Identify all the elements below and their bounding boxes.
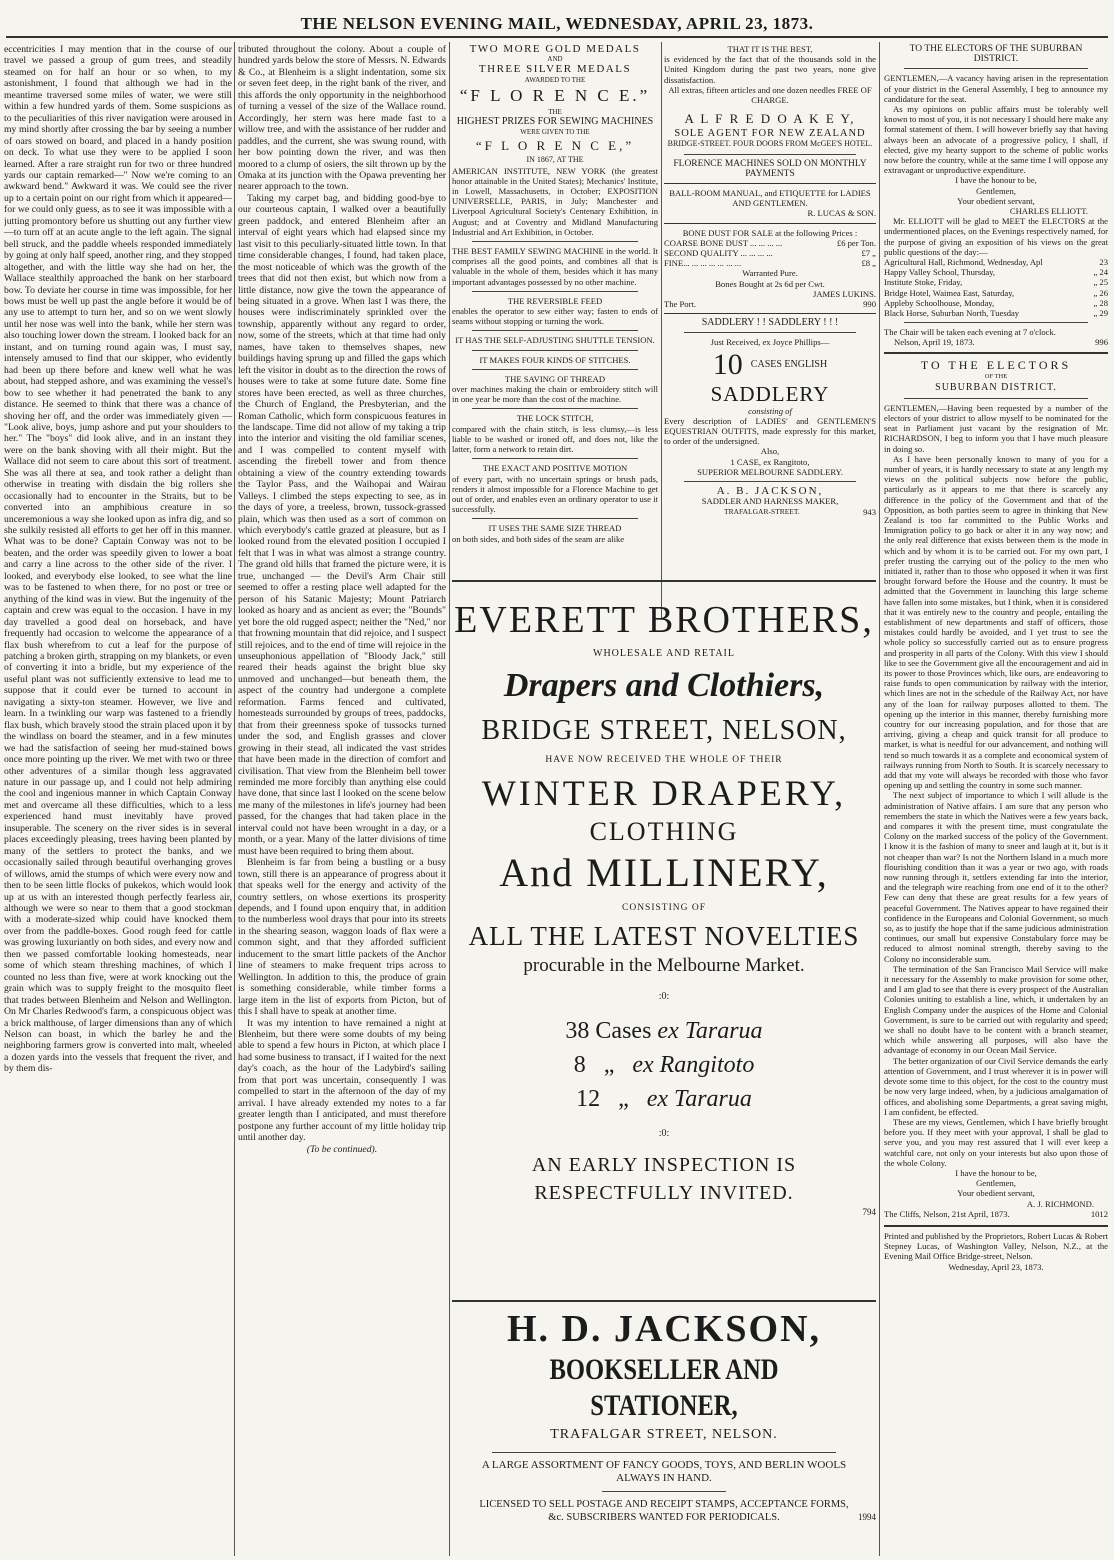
price-row	[664, 248, 876, 258]
ad-line: SADDLER AND HARNESS MAKER,	[701, 496, 839, 507]
ad-line: FLORENCE MACHINES SOLD ON MONTHLY PAYMENTS	[673, 158, 867, 179]
meeting-place: Appleby Schoolhouse, Monday,	[884, 297, 995, 308]
article-paragraph: It was my intention to have remained a night at Blenheim, but there were some doubts of my being able to spend a few hours in Picton, at which place I had some business to transact, if I waited for the next day's coach, as the hour of the Ladybird's sailing from that port was uncertain, consequently I was compelled to start in the afternoon of the day of my arrival. I have already extended my notes to a far greater length than I anticipated, and must therefore postpone any further account of my little holiday trip until another day.	[238, 1017, 446, 1144]
notice-paragraph: These are my views, Gentlemen, which I have briefly brought before you. If they meet with your approval, I shall be glad to serve you, and you may rest assured that I will ever keep a watchful care, not only on your interests but also upon those of the whole Colony.	[884, 1116, 1108, 1168]
case-label: „	[603, 1052, 615, 1078]
case-number: 8	[573, 1052, 586, 1078]
ad-body: of every part, with no uncertain springs or brush pads, renders it almost impossible for a Florence Machine to get out of order, and enables even an ordinary operator to use it successfully.	[452, 473, 658, 515]
closing-line: Your obedient servant,	[957, 195, 1035, 206]
notice-paragraph: The next subject of importance to which I will allude is the administration of Native affairs. I am sure that any person who remembers the state in which the Natives were a few years back, and compares it with the present time, must congratulate the Colony on the marked success of the policy of the Government. I know it is the fashion of many to sneer and laugh at it, but is it not cheaper than war? Is not the Northern Island in a much more flourishing condition than it was a year or two ago, with roads now running through it, settlers extending far into the interior, and the telegraph wire reaching from one end of it to the other? Few can deny that these are great results for a few years of peaceful Government. The Natives appear to have regained their confidence in the Europeans and Colonial Government, so much so, as to justify the hope that if the same judicious administration continues, our small but expensive Constabulary force may be reduced to almost nominal strength, thereby saving to the Colony no inconsiderable sum.	[884, 790, 1108, 964]
closing-line: I have the honour to be,	[955, 175, 1037, 186]
notice-date: Nelson, April 19, 1873.	[894, 337, 975, 348]
ad-body: AMERICAN INSTITUTE, NEW YORK (the greatest honor attainable in the United States); Mechanics' Institute, in Lowell, Massachusetts, in October; EXPOSITION UNIVERSELLE, PARIS, in July; Manchester and Liverpool Agricultural Society's Centenary Exhibition, in August; and at Coventry and Midland Manufacturing Industrial and Art Exhibition, in October.	[452, 165, 658, 237]
ad-body: is evidenced by the fact that of the thousands sold in the United Kingdom during the past two years, none give dissatisfaction.	[664, 54, 876, 85]
article-column-1	[4, 44, 232, 1554]
divider	[472, 241, 638, 242]
case-count: 10	[712, 347, 743, 381]
to-be-continued: (To be continued).	[306, 1143, 378, 1155]
ad-line: Also,	[760, 446, 780, 457]
cases-block	[664, 348, 876, 382]
meeting-date: „ 29	[1093, 308, 1108, 319]
ad-body: enables the operator to sew either way; fasten to ends of seams without stopping or turning the work.	[452, 306, 658, 327]
case-number: 38	[565, 1018, 590, 1044]
ad-signature: JAMES LUKINS.	[812, 288, 876, 299]
notice-paragraph: GENTLEMEN,—A vacancy having arisen in the representation of your district in the General Assembly, I beg to announce my candidature for the seat.	[884, 73, 1108, 104]
column-rule	[879, 42, 880, 1556]
jackson-street: TRAFALGAR STREET, NELSON.	[550, 1427, 778, 1442]
meeting-date: „ 25	[1093, 277, 1108, 288]
ad-line: AWARDED TO THE	[524, 75, 586, 84]
ad-body: Every description of LADIES' and GENTLEMEN'S EQUESTRIAN OUTFITS, made expressly for this market, to order of the undersigned.	[664, 415, 876, 447]
ad-headline: “F L O R E N C E.”	[459, 85, 651, 105]
ad-line: Bones Bought at 2s 6d per Cwt.	[715, 278, 825, 289]
ad-headline: SADDLERY ! ! SADDLERY ! ! !	[701, 317, 839, 329]
divider	[884, 1225, 1108, 1227]
ad-number: 1012	[1090, 1208, 1108, 1219]
meeting-row	[884, 257, 1108, 267]
clothing-title: CLOTHING	[589, 817, 739, 846]
divider	[472, 458, 638, 459]
ad-number: 996	[1095, 337, 1108, 348]
price-label: COARSE BONE DUST ... ... ... ...	[664, 237, 783, 248]
closing-line: Your obedient servant,	[957, 1188, 1035, 1199]
signature: A. J. RICHMOND.	[1026, 1198, 1094, 1209]
notice-footer	[884, 1209, 1108, 1219]
ad-footer	[664, 299, 876, 309]
ad-subhead: THAT IT IS THE BEST,	[727, 44, 813, 54]
case-ship: ex Tararua	[646, 1086, 752, 1112]
meeting-row	[884, 298, 1108, 308]
imprint-date: Wednesday, April 23, 1873.	[948, 1261, 1044, 1272]
meeting-row	[884, 277, 1108, 287]
meeting-row	[884, 288, 1108, 298]
notice-heading: TO THE ELECTORS OF THE SUBURBAN	[909, 44, 1083, 54]
ad-subhead: THE LOCK STITCH,	[516, 413, 594, 424]
meeting-place: Agricultural Hall, Richmond, Wednesday, Apl	[884, 257, 1043, 268]
divider	[884, 352, 1108, 354]
ad-number: 990	[863, 299, 876, 310]
notice-paragraph: As my opinions on public affairs must be tolerably well known to most of you, it is not necessary I should here make any formal statement of them. I will however briefly say that having always been an advocate of a progressive policy, I shall, if elected, give my hearty support to the scheme of public works now before the country, while at the same time I will oppose any extravagant or unproductive expenditure.	[884, 104, 1108, 176]
ad-line: Just Received, ex Joyce Phillips—	[710, 337, 830, 348]
ad-number: 794	[862, 1207, 876, 1217]
ad-place: The Port.	[664, 299, 696, 310]
ad-place: TRAFALGAR-STREET.	[724, 506, 800, 516]
meeting-place: Institute Stoke, Friday,	[884, 277, 963, 288]
divider	[472, 369, 638, 370]
price-row	[664, 238, 876, 248]
price-value: £6 per Ton.	[836, 237, 876, 248]
ad-line: THREE SILVER MEDALS	[478, 63, 632, 76]
article-column-2	[238, 44, 446, 1554]
article-paragraph: tributed throughout the colony. About a couple of hundred yards below the store of Messrs. N. Edwards & Co., at Blenheim is a slight indentation, some six or seven feet deep, in the right bank of the river, and this affords the only opportunity in the neighborhood of turning a vessel of the size of the Wallace round. Accordingly, her stern was here made fast to a willow tree, and with the assistance of her rudder and paddles, and the current, she was swung round, with her bow pointing down the river, and was then moored to a clump of osiers, the silt thrown up by the Omaka at its junction with the Opawa preventing her nearer approach to the town.	[238, 44, 446, 193]
ad-line: HAVE NOW RECEIVED THE WHOLE OF THEIR	[545, 755, 783, 765]
divider	[472, 518, 638, 519]
meeting-place: Black Horse, Suburban North, Tuesday	[884, 308, 1020, 319]
column-rule	[234, 42, 235, 1556]
ad-subhead: IT USES THE SAME SIZE THREAD	[488, 523, 622, 534]
ad-subhead: THE SAVING OF THREAD	[504, 373, 606, 384]
price-value: £7 „	[861, 248, 876, 259]
oakey-advert-column	[664, 44, 876, 618]
closing-line: I have the honour to be,	[955, 1167, 1037, 1178]
case-label: „	[618, 1086, 629, 1112]
ad-line: WERE GIVEN TO THE	[520, 128, 590, 137]
meeting-place: Happy Valley School, Thursday,	[884, 267, 996, 278]
divider	[472, 330, 638, 331]
imprint: Printed and published by the Proprietors, Robert Lucas & Robert Stepney Lucas, of Washington Valley, Nelson, N.Z., at the Evening Mail Office Bridge-street, Nelson.	[884, 1230, 1108, 1262]
bridge-street: BRIDGE STREET, NELSON,	[481, 715, 847, 746]
meeting-date: „ 28	[1093, 297, 1108, 308]
divider	[904, 68, 1088, 69]
divider	[684, 154, 856, 155]
divider	[472, 350, 638, 351]
meeting-place: Bridge Hotel, Waimea East, Saturday,	[884, 287, 1015, 298]
saddlery-title: SADDLERY	[710, 381, 830, 406]
novelties-title: ALL THE LATEST NOVELTIES	[468, 921, 860, 951]
ad-rule	[452, 1300, 876, 1302]
divider	[492, 1452, 836, 1453]
closing-line: Gentlemen,	[976, 1178, 1016, 1189]
ad-line: 1 CASE, ex Rangitoto,	[730, 456, 810, 467]
ad-body: All extras, fifteen articles and one dozen needles FREE OF CHARGE.	[668, 84, 872, 106]
masthead-rule	[6, 36, 1108, 38]
divider	[472, 408, 638, 409]
divider	[664, 313, 876, 314]
ad-body: LICENSED TO SELL POSTAGE AND RECEIPT STAMPS, ACCEPTANCE FORMS, &c. SUBSCRIBERS WANTED FOR PERIODICALS.	[479, 1499, 849, 1523]
case-number: 12	[576, 1086, 601, 1112]
drapers-title: Drapers and Clothiers,	[503, 667, 825, 704]
jackson-trade: BOOKSELLER AND STATIONER,	[549, 1353, 779, 1422]
ad-body: BONE DUST FOR SALE at the following Prices :	[682, 227, 858, 238]
divider	[664, 183, 876, 184]
ad-line: Warranted Pure.	[742, 268, 798, 279]
ad-footer	[664, 507, 876, 517]
article-paragraph: Taking my carpet bag, and bidding good-bye to our courteous captain, I walked over a beautifully green paddock, and entered Blenheim after an interval of eight years which had elapsed since my last visit to this peculiarly-situated little town. In that time considerable changes, I found, had taken place, the most noticeable of which was the growth of the trees that did not then exist, but which now from a little distance, now give the town the appearance of being situated in a grove. When last I was there, the houses were indiscriminately sprinkled over the township, apparently without any regard to order, now, some of the streets, which at that time had only names, have taken to themselves shapes, new buildings having sprung up and filled the gaps which left the visitor in doubt as to the direction the rows of houses were to take at some future date. Some fine stores have been erected, as well as three churches, the Church of England, the Presbyterian, and the Roman Catholic, which form conspicuous features in the landscape. Time did not allow of my taking a trip into the interior and visiting the old familiar scenes, and I was compelled to content myself with ascending the firebell tower and from thence obtaining a view of the country extending towards the Taylor Pass, and the Waihopai and Wairau Valleys. I climbed the steps expecting to see, as in the days of yore, a treeless, brown, tussock-grassed plain, which was then used as a sort of common on which everybody's cattle grazed at pleasure, but as I looked round from the elevated position I occupied I felt that I was in what was almost a strange country. The grand old hills that framed the picture were, it is true, unchanged — the Devil's Arm Chair still seemed to offer a resting place well adapted for the person of his Satanic Majesty; Mount Patriarch looked as hoary and as ancient as ever; the "Bounds" yet bore the old rugged aspect; neither the "Ned," nor that frowning mountain that did rejoice, and I suspect still rejoices, and to the end of time will rejoice in the unseuphonious appellation of "Bloody Jack," still reared their heads against the bright blue sky unmoved and unchanged—but beneath them, the aspect of the country had undergone a complete reformation. Farms fenced and cultivated, homesteads surrounded by groups of trees, paddocks, that from their greenness spoke of tussocks turned under the sod, and English grasses and clover growing in their stead, all indicated the vast strides that have been made in the direction of comfort and civilisation. That view from the Blenheim bell tower reminded me more forcibly than anything else could have done, that since last I looked on the scene below me many of the milestones in life's journey had been passed, for the changes that had taken place in the interval could not have been wrought in a day, or a month, or a year. Many of the latter divisions of time must have been required to bring them about.	[238, 192, 446, 857]
ad-line: TWO MORE GOLD MEDALS	[469, 44, 641, 55]
ad-line: HIGHEST PRIZES FOR SEWING MACHINES	[456, 116, 654, 128]
meeting-row	[884, 308, 1108, 318]
notice-paragraph: The better organization of our Civil Service demands the early attention of Government, and I trust wherever it is in power will devote some time to this object, for the cost to the country must be now very large indeed, when, by a judicious amalgamation of offices, and abolishing some Departments, a great saving might, I am confident, be effected.	[884, 1055, 1108, 1117]
everett-advert	[452, 580, 876, 1217]
inspection-line: AN EARLY INSPECTION IS RESPECTFULLY INVITED.	[531, 1154, 797, 1204]
oakey-name: A L F R E D O A K E Y,	[684, 111, 856, 127]
ad-signature: R. LUCAS & SON.	[807, 208, 876, 219]
florence-advert	[452, 44, 658, 616]
price-value: £8 „	[861, 258, 876, 269]
cases-row	[452, 1082, 876, 1116]
election-column	[884, 44, 1108, 1554]
ad-line: THE	[548, 107, 562, 116]
ad-subhead: IT HAS THE SELF-ADJUSTING SHUTTLE TENSION.	[455, 335, 655, 346]
divider	[684, 481, 856, 482]
ad-subhead: THE EXACT AND POSITIVE MOTION	[482, 463, 628, 474]
ad-number: 1994	[858, 1512, 876, 1522]
notice-paragraph: Mr. ELLIOTT will be glad to MEET the ELECTORS at the undermentioned places, on the Evenings respectively named, for the purpose of giving an exposition of his views on the great public questions of the day:—	[884, 216, 1108, 257]
notice-footer	[884, 337, 1108, 347]
ad-line: BRIDGE-STREET. FOUR DOORS FROM McGEE'S HOTEL.	[667, 139, 873, 149]
cases-row	[452, 1014, 876, 1048]
ad-signature: A. B. JACKSON,	[716, 485, 824, 498]
notice-heading: OF THE	[984, 372, 1008, 380]
hd-jackson-advert	[452, 1300, 876, 1522]
signature: CHARLES ELLIOTT.	[1009, 206, 1088, 217]
divider	[684, 332, 856, 333]
winter-drapery: WINTER DRAPERY,	[481, 773, 847, 813]
ad-subhead: THE REVERSIBLE FEED	[507, 295, 603, 306]
ornament-divider: :0:	[658, 991, 670, 1002]
masthead: THE NELSON EVENING MAIL, WEDNESDAY, APRIL 23, 1873.	[300, 14, 814, 33]
notice-heading: TO THE ELECTORS	[920, 357, 1072, 372]
ad-line: AND	[547, 55, 563, 64]
melbourne-line: procurable in the Melbourne Market.	[523, 955, 805, 976]
divider	[664, 223, 876, 224]
meeting-date: „ 26	[1093, 287, 1108, 298]
ad-body: THE BEST FAMILY SEWING MACHINE in the world. It comprises all the good points, and combines all that is valuable in the whole of them, besides which it has many important advantages possessed by no other machine.	[452, 246, 658, 287]
ad-rule	[452, 580, 876, 582]
ad-headline: “F L O R E N C E,”	[475, 138, 635, 154]
notice-line: The Chair will be taken each evening at 7 o'clock.	[884, 327, 1056, 338]
ornament-divider: :0:	[658, 1128, 670, 1139]
column-rule	[661, 42, 662, 618]
article-paragraph: eccentricities I may mention that in the course of our travel we passed a group of gum trees, and steadily steamed on for half an hour or so when, to my astonishment, I found that although we had in the meantime traversed some miles of water, we were still within a few hundred yards of them. Some suspicions as to the peculiarities of this river navigation were aroused in my mind shortly after crossing the bar by seeing a number of oars stowed on board, and placed in a handy position on deck. To what use they were to be applied I soon learned. After a rare straight run for two or three hundred yards our captain remarked—" Now we're coming to an awkward bend." Awkward it was. We could see the river up to a certain point on our right from which it appeared—for we could only guess, as to see it was impossible with a jutting promontory before us shutting out any further view—to turn off at an acute angle to the left again. The signal bell struck, and the paddle wheels responded immediately by going at only half speed, another ring, and they stopped altogether, and with the little way she had on her, the Wallace stealthily approached the bank on her starboard bow. To deviate her course in time was impossible, for her bows must be well up past the angle before it would be of any use to attempt to turn her, and so on we went slowly until her nose was well into the bank, while her stern was also touching lower down the stream. I looked back for an instant, and on turning round again was, I must say, intensely amused to find that our skipper, who evidently had been up there before and knew well what he was about, had stepped ashore, and was examining the vessel's bow to see whether it had penetrated the bank to any distance. He seemed to think that there was a chance of shoving her off, and the order was immediately given — "Look alive, boys, jump ashore and put your shoulders to her." The "boys" did look alive, and in an instant they were on the bank shoving with all their might. But the Wallace did not seem to care about this sort of treatment. She was all there at sea, and took rather a delight than otherwise in treating with disdain the big rollers she occasionally had to encounter in the Straits, but to be converted into an amphibious creature in so unceremonious a way she looked upon as infra dig, and so she sulkily resisted all efforts to get her off in this manner. What was to be done? Captain Conway was not to be beaten, and the order was speedily given to lower a boat and carry a line across to the other side of the river. I looked, and everybody else looked, to see what the line was to be fastened to when there, for no post or tree or anything of the kind was in view. But the ingenuity of the captain and crew was equal to the occasion. I have in my day travelled a good deal on horseback, and have frequently had occasion to welcome the appearance of a flax bush wherefrom to cut a leaf for the purpose of patching a broken girth, strapping on my blankets, or even of converting it into a bridle, but my experience of the useful plant was not sufficiently extensive to lead me to suppose that it could ever be turned to account in navigating a sixty-ton steamer. However, we live and learn. In a twinkling our warp was fastened to a friendly flax bush, which bravely stood the strain placed upon it by the windlass on board the steamer, and in a few minutes we had the satisfaction of seeing her mud-stained bows once more pointing up the river. We met with two or three other adventures of a similar though less aggravated nature in our passage up, and I could not help admiring the cool and ingenious manner in which Captain Conway met and overcame all these difficulties, which to a less experienced hand must inevitably have proved insuperable. The scenery on the river sides is in several places exceedingly pleasing, trees having been planted by many of the settlers to protect the banks, and we occasionally sailed through beautiful overhanging groves of willows, amid the stumps of which were every now and then to be seen little flocks of pukekos, which would look up at us with an interested though perfectly fearless air, although we were so near to them that a good stockman with a moderate-sized whip could have knocked them over from the paddle-boxes. Good rough feed for cattle was growing luxuriantly on both sides, and every now and then we passed comfortable looking homesteads, near some of which steam threshing machines, of which I counted no less than five, were at work knocking out the grain which was to supply freight to the mosquito fleet that trades between Blenheim and Nelson and Wellington. On Mr Charles Redwood's farm, a conspicuous object was a brick malthouse, of larger dimensions than any of which Nelson can boast, in which the barley he and the neighboring farmers grow is converted into malt, wheeled a dozen yards into the vessels that frequent the river, and by them dis-	[4, 44, 232, 1075]
ad-body: compared with the chain stitch, is less clumsy,—is less liable to be washed or ironed off, and does not, like the latter, form a network to retain dirt.	[452, 423, 658, 455]
price-label: FINE... ... ... ... ... ... ...	[664, 258, 742, 269]
ad-line: consisting of	[748, 405, 792, 416]
cases-row	[452, 1048, 876, 1082]
notice-paragraph: The termination of the San Francisco Mail Service will make it necessary for the Assembly to make provision for some other, and I am glad to see that there is every prospect of the Australian Colonies uniting to establish a line, which, it undertaken by an English Company under the auspices of the Home and Colonial Government, is sure to be carried out with regularity and speed; we shall no doubt have to be content with a branch steamer, which while answering all purposes, will also have the advantage of economy in our Ocean Mail Service.	[884, 963, 1108, 1056]
divider	[904, 322, 1088, 323]
ad-line: IN 1867, AT THE	[526, 155, 584, 165]
column-rule	[449, 42, 450, 1556]
case-ship: ex Rangitoto	[632, 1052, 755, 1078]
closing-line: Gentlemen,	[976, 185, 1016, 196]
ad-line: WHOLESALE AND RETAIL	[593, 648, 735, 659]
notice-paragraph: As I have been personally known to many of you for a number of years, it is hardly necessary to state at any length my views on the political subjects now before the public, particularly as it appears to me that there is scarcely any difference in the policy of the Government and that of the Opposition, as both parties seem to agree in thinking that New Zealand is too far committed to the Public Works and Immigration policy to go back or alter it in any way now; and the only real difference that exists between them is the mode in which and by whom it is to be carried out. For my own part, I prefer trusting the carrying out of the policy to the men who initiated it, rather than to those who opposed it when it was first brought forward before the House and the country. It must be admitted that the Government in launching this large scheme have fallen into some mistakes, but I think, when it is considered that it was entirely new to the country and people, entailing the establishment of new departments and staff of officers, those mistakes could hardly be avoided, and I yet trust to see the whole policy so successfully carried out as to ensure progress and prosperity in all parts of the Colony. With this view I should like to see the Government give all the encouragement and aid in its power to those Provinces which, like ours, are endeavoring to raise funds to open communication by railway with the interior, which lines are not in the schedule of the Railway Act, nor have any of the loan for railway purposes allotted to them. The opening up the interior in this manner, thereby furnishing more country for our increasing population, and for those that are arriving, giving a cheap and quick transit for all produce to market, is what is needful for our advancement, and nothing will tend so much towards it as a complete and economical system of railways running from North to South. It is scarcely necessary to add that my vote will always be recorded with those who favor opening up and settling the country in some such manner.	[884, 453, 1108, 791]
jackson-name: H. D. JACKSON,	[506, 1308, 822, 1350]
ad-body: on both sides, and both sides of the seam are alike	[452, 533, 625, 544]
article-paragraph: Blenheim is far from being a bustling or a busy town, still there is an appearance of progress about it that speaks well for the energy and activity of the country settlers, on whose exertions its prosperity depends, and I found upon enquiry that, in addition to the numberless wool drays that pour into its streets in the shearing season, waggon loads of flax were a common sight, and that they afforded sufficient inducement to the smart little packets of the Anchor line of steamers to make frequent trips across to Wellington. In addition to this, the produce of grain is something considerable, while timber forms a large item in the list of exports from Picton, but of this I shall have to speak at another time.	[238, 857, 446, 1018]
notice-heading: DISTRICT.	[973, 54, 1019, 65]
meeting-date: „ 24	[1093, 267, 1108, 278]
ad-line: SOLE AGENT FOR NEW ZEALAND	[674, 128, 866, 140]
divider	[904, 398, 1088, 399]
price-row	[664, 258, 876, 268]
meeting-date: 23	[1099, 257, 1108, 268]
ad-body: over machines making the chain or embroidery stitch will in one year be more than the cost of the machine.	[452, 384, 658, 405]
ad-number: 943	[863, 506, 876, 517]
ad-line: CASES ENGLISH	[750, 358, 828, 370]
price-label: SECOND QUALITY ... ... ... ...	[664, 248, 773, 259]
notice-paragraph: GENTLEMEN,—Having been requested by a number of the electors of your district to allow myself to be nominated for the seat in Parliament just vacant by the resignation of Mr. RICHARDSON, I beg to inform you that I have much pleasure in doing so.	[884, 402, 1108, 454]
ad-subhead: IT MAKES FOUR KINDS OF STITCHES.	[479, 354, 631, 365]
divider	[472, 291, 638, 292]
ad-line: SUPERIOR MELBOURNE SADDLERY.	[697, 466, 843, 477]
case-ship: ex Tararua	[657, 1018, 763, 1044]
divider	[602, 1491, 726, 1492]
ad-line: CONSISTING OF	[622, 903, 706, 913]
case-label: Cases	[595, 1018, 652, 1044]
ad-body: A LARGE ASSORTMENT OF FANCY GOODS, TOYS, AND BERLIN WOOLS ALWAYS IN HAND.	[481, 1459, 847, 1484]
everett-title: EVERETT BROTHERS,	[454, 599, 874, 641]
meeting-row	[884, 267, 1108, 277]
notice-date: The Cliffs, Nelson, 21st April, 1873.	[884, 1208, 1010, 1219]
notice-heading: SUBURBAN DISTRICT.	[935, 381, 1057, 393]
ad-body: BALL-ROOM MANUAL, and ETIQUETTE for LADIES AND GENTLEMEN.	[669, 188, 871, 209]
millinery-title: And MILLINERY,	[499, 850, 829, 895]
